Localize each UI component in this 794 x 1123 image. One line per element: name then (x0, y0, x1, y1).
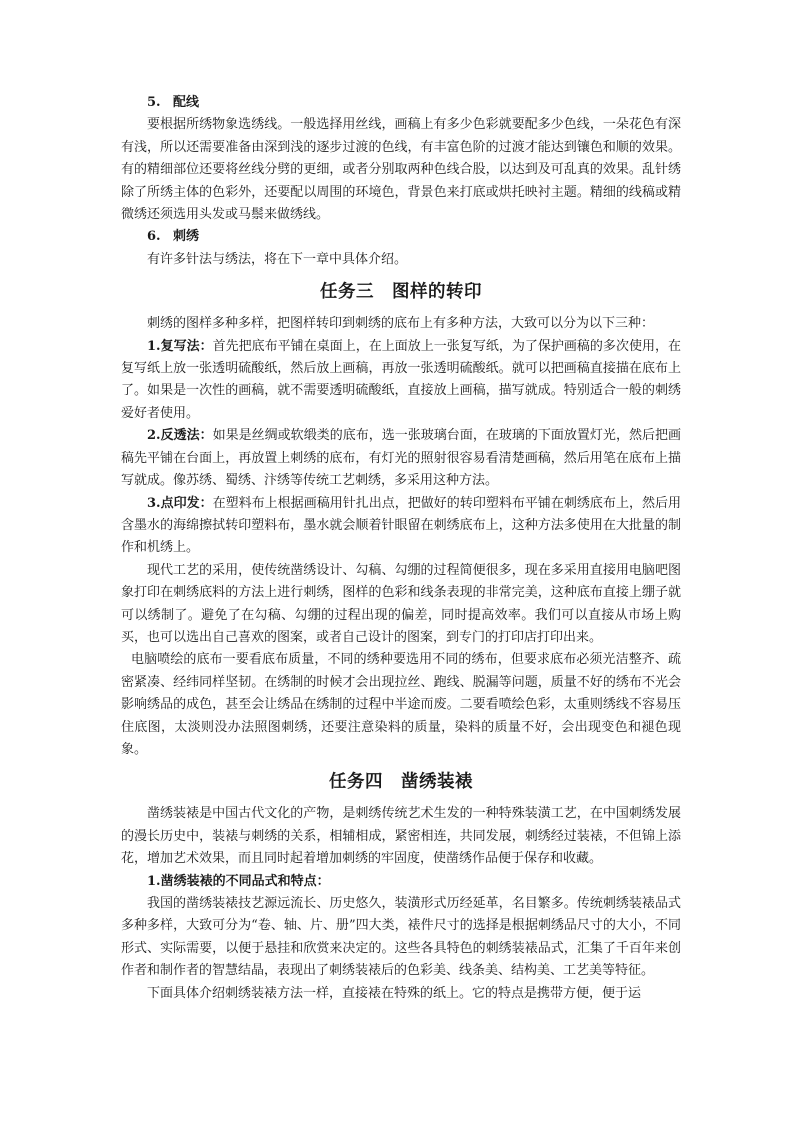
method-3-paragraph (121, 493, 681, 560)
task-4-intro: 凿绣装裱是中国古代文化的产物，是刺绣传统艺术生发的一种特殊装潢工艺，在中国刺绣发展的漫长历史中，装裱与刺绣的关系，相辅相成，紧密相连，共同发展，刺绣经过装裱，不但锦上添花，增加艺术效果，而且同时起着增加刺绣的牢固度，使凿绣作品便于保存和收藏。 (121, 806, 681, 867)
section-6-number: 6. (147, 229, 161, 245)
mounting-method-paragraph: 下面具体介绍刺绣装裱方法一样，直接裱在特殊的纸上。它的特点是携带方便，便于运 (147, 985, 642, 1001)
section-6-heading (121, 226, 681, 248)
section-5-heading (121, 92, 681, 114)
method-1-body: 首先把底布平铺在桌面上，在上面放上一张复写纸，为了保护画稿的多次使用，在复写纸上放一张透明硫酸纸，然后放上画稿，再放一张透明硫酸纸。就可以把画稿直接描在底布上了。如果是一次性的画稿，就不需要透明硫酸纸，直接放上画稿，描写就成。特别适合一般的刺绣爱好者使用。 (121, 338, 681, 421)
fabric-quality-paragraph: 电脑喷绘的底布一要看底布质量，不同的绣种要选用不同的绣布，但要求底布必须光洁整齐、疏密紧凑、经纬同样坚韧。在绣制的时候才会出现拉丝、跑线、脱漏等问题，质量不好的绣布不光会影响绣品的成色，甚至会让绣品在绣制的过程中半途而废。二要看喷绘色彩，太重则绣线不容易压住底图，太淡则没办法照图刺绣，还要注意染料的质量，染料的质量不好，会出现变色和褪色现象。 (121, 652, 681, 757)
method-2-body: 如果是丝绸或软缎类的底布，选一张玻璃台面，在玻璃的下面放置灯光，然后把画稿先平铺在台面上，再放置上刺绣的底布，有灯光的照射很容易看清楚画稿，然后用笔在底布上描写就成。像苏绣、蜀绣、汴绣等传统工艺刺绣，多采用这种方法。 (121, 428, 681, 489)
method-1-paragraph (121, 336, 681, 426)
section-6-body: 有许多针法与绣法，将在下一章中具体介绍。 (147, 251, 408, 267)
document-page (121, 92, 681, 1005)
method-2-lead: 2.反透法： (147, 428, 213, 444)
method-1-lead: 1.复写法： (147, 338, 213, 354)
method-3-lead: 3.点印发： (147, 495, 213, 511)
mounting-styles-paragraph: 我国的凿绣装裱技艺源远流长、历史悠久，装潢形式历经延革，名目繁多。传统刺绣装裱品式多种多样，大致可分为“卷、轴、片、册”四大类，裱件尺寸的选择是根据刺绣品尺寸的大小，不同形式、实际需要，以便于悬挂和欣赏来决定的。这些各具特色的刺绣装裱品式，汇集了千百年来创作者和制作者的智慧结晶，表现出了刺绣装裱后的色彩美、线条美、结构美、工艺美等特征。 (121, 896, 681, 979)
task-4-label: 任务四 (329, 772, 383, 793)
task-3-intro: 刺绣的图样多种多样，把图样转印到刺绣的底布上有多种方法，大致可以分为以下三种： (147, 316, 655, 332)
modern-craft-paragraph: 现代工艺的采用，使传统凿绣设计、勾稿、勾绷的过程简便很多，现在多采用直接用电脑吧图象打印在刺绣底料的方法上进行刺绣，图样的色彩和线条表现的非常完美，这种底布直接上绷子就可以绣制了。避免了在勾稿、勾绷的过程出现的偏差，同时提高效率。我们可以直接从市场上购买，也可以选出自己喜欢的图案，或者自己设计的图案，到专门的打印店打印出来。 (121, 562, 681, 645)
task-3-title: 图样的转印 (392, 282, 482, 303)
subsection-1-heading: 1.凿绣装裱的不同品式和特点： (147, 873, 330, 889)
task-3-label: 任务三 (320, 282, 374, 303)
section-5-number: 5. (147, 95, 161, 110)
method-2-paragraph (121, 425, 681, 492)
section-5-title: 配线 (173, 95, 200, 110)
section-5-body: 要根据所绣物象选绣线。一般选择用丝线，画稿上有多少色彩就要配多少色线，一朵花色有深有浅，所以还需要准备由深到浅的逐步过渡的色线，有丰富色阶的过渡才能达到镶色和顺的效果。有的精细部位还要将丝线分劈的更细，或者分别取两种色线合股，以达到及可乱真的效果。乱针绣除了所绣主体的色彩外，还要配以周围的环境色，背景色来打底或烘托映衬主题。精细的线稿或精微绣还须选用头发或马鬃来做绣线。 (121, 117, 681, 223)
section-6-title: 刺绣 (173, 229, 200, 245)
task-3-heading (121, 277, 681, 307)
task-4-title: 凿绣装裱 (401, 772, 473, 793)
task-4-heading (121, 767, 681, 797)
method-3-body: 在塑料布上根据画稿用针扎出点，把做好的转印塑料布平铺在刺绣底布上，然后用含墨水的海绵擦拭转印塑料布，墨水就会顺着针眼留在刺绣底布上，这种方法多使用在大批量的制作和机绣上。 (121, 495, 681, 556)
